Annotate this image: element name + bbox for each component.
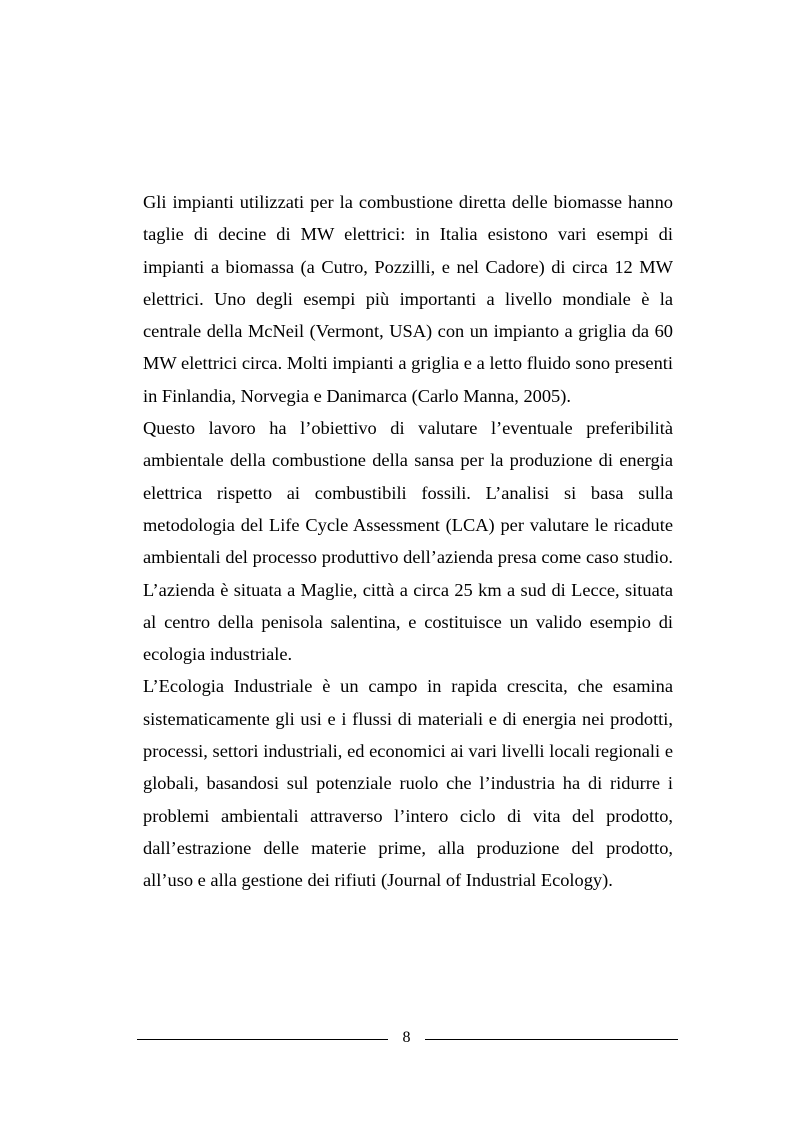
paragraph-biomass-plants: Gli impianti utilizzati per la combustione diretta delle biomasse hanno taglie di decine di MW elettrici: in Italia esistono vari esempi di impianti a biomassa (a Cutro, Pozzilli, e nel Cadore) di circa 12 MW elettrici. Uno degli esempi più importanti a livello mondiale è la centrale della McNeil (Vermont, USA) con un impianto a griglia da 60 MW elettrici circa. Molti impianti a griglia e a letto fluido sono presenti in Finlandia, Norvegia e Danimarca (Carlo Manna, 2005). — [143, 192, 673, 406]
paragraph-industrial-ecology: L’Ecologia Industriale è un campo in rapida crescita, che esamina sistematicamente gli usi e i flussi di materiali e di energia nei prodotti, processi, settori industriali, ed economici ai vari livelli locali regionali e globali, basandosi sul potenziale ruolo che l’industria ha di ridurre i problemi ambientali attraverso l’intero ciclo di vita del prodotto, dall’estrazione delle materie prime, alla produzione del prodotto, all’uso e alla gestione dei rifiuti (Journal of Industrial Ecology). — [143, 676, 673, 891]
page-body — [143, 186, 673, 897]
paragraph-study-objective: Questo lavoro ha l’obiettivo di valutare l’eventuale preferibilità ambientale della combustione della sansa per la produzione di energia elettrica rispetto ai combustibili fossili. L’analisi si basa sulla metodologia del Life Cycle Assessment (LCA) per valutare le ricadute ambientali del processo produttivo dell’azienda presa come caso studio. L’azienda è situata a Maglie, città a circa 25 km a sud di Lecce, situata al centro della penisola salentina, e costituisce un valido esempio di ecologia industriale. — [143, 418, 673, 665]
footer-rule-right — [425, 1039, 678, 1040]
footer-rule-left — [137, 1039, 388, 1040]
page-number: 8 — [402, 1029, 411, 1046]
page-footer — [137, 1026, 678, 1050]
